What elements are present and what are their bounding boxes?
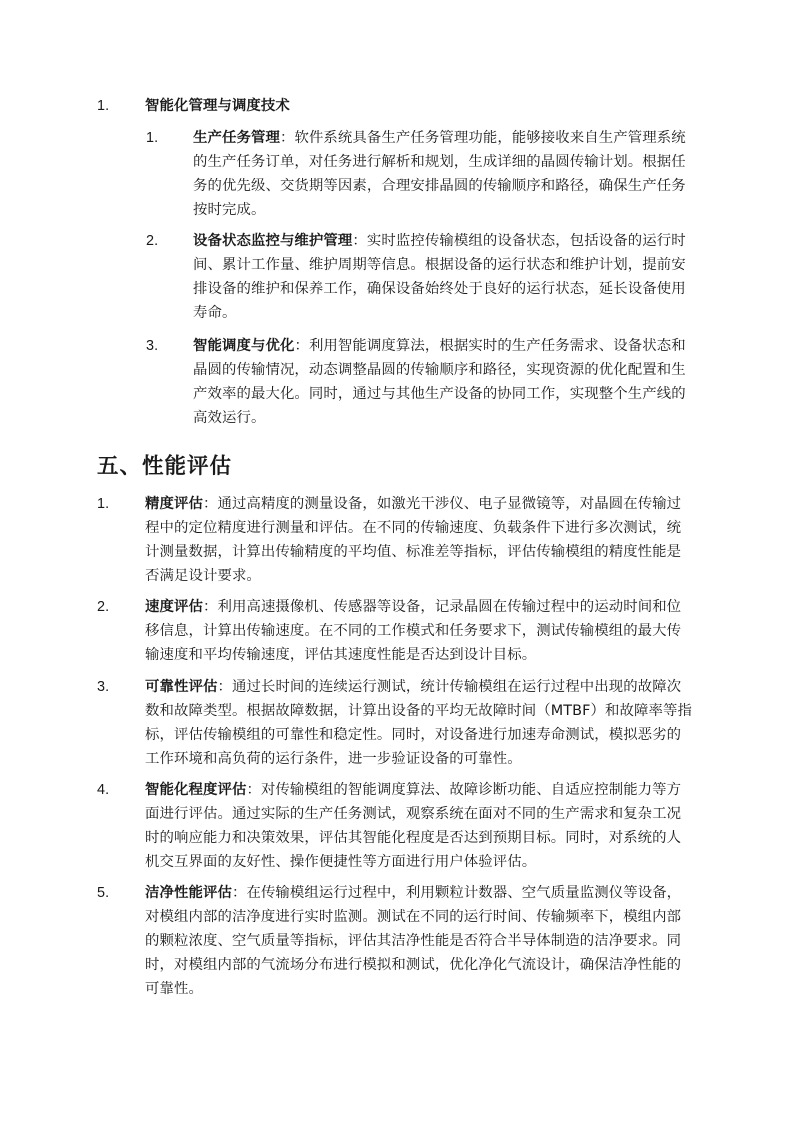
text-line: 在传输模组运行过程中，利用颗粒计数器、空气质量监测仪等设备，	[246, 885, 682, 901]
list-item-title: 速度评估	[145, 599, 203, 615]
title-separator: ：	[217, 679, 232, 695]
list-item-title: 可靠性评估	[145, 679, 218, 695]
text-line: 对传输模组的智能调度算法、故障诊断功能、自适应控制能力等方	[260, 782, 682, 798]
list-number: 1.	[146, 130, 159, 146]
text-line: 实时监控传输模组的设备状态，包括设备的运行时	[366, 233, 686, 249]
list-item-title: 生产任务管理	[193, 130, 280, 146]
text-line: 产效率的最大化。同时，通过与其他生产设备的协同工作，实现整个生产线的	[193, 386, 686, 402]
text-line: 机交互界面的友好性、操作便捷性等方面进行用户体验评估。	[145, 854, 537, 870]
text-line: 输速度和平均传输速度，评估其速度性能是否达到设计目标。	[145, 647, 537, 663]
list-item-title: 设备状态监控与维护管理	[193, 233, 353, 249]
text-line: 通过高精度的测量设备，如激光干涉仪、电子显微镜等，对晶圆在传输过	[217, 496, 682, 512]
list-item-title: 智能化程度评估	[145, 782, 247, 798]
text-line: 面进行评估。通过实际的生产任务测试，观察系统在面对不同的生产需求和复杂工况	[145, 806, 682, 822]
list-item-title: 智能调度与优化	[193, 338, 295, 354]
text-line: 排设备的维护和保养工作，确保设备始终处于良好的运行状态，延长设备使用	[193, 281, 686, 297]
text-line: 高效运行。	[193, 410, 266, 426]
list-number: 5.	[97, 885, 110, 901]
title-separator: ：	[294, 338, 309, 354]
text-line: 按时完成。	[193, 202, 266, 218]
title-separator: ：	[246, 782, 261, 798]
text-line: 利用高速摄像机、传感器等设备，记录晶圆在传输过程中的运动时间和位	[217, 599, 682, 615]
text-line: 移信息，计算出传输速度。在不同的工作模式和任务要求下，测试传输模组的最大传	[145, 623, 682, 639]
text-line: 否满足设计要求。	[145, 568, 261, 584]
text-line: 务的优先级、交货期等因素，合理安排晶圆的传输顺序和路径，确保生产任务	[193, 178, 686, 194]
list-number: 3.	[97, 679, 110, 695]
list-number: 4.	[97, 782, 110, 798]
text-line: 寿命。	[193, 305, 237, 321]
text-line: 对模组内部的洁净度进行实时监测。测试在不同的运行时间、传输频率下，模组内部	[145, 909, 682, 925]
text-line: 通过长时间的连续运行测试，统计传输模组在运行过程中出现的故障次	[231, 679, 682, 695]
title-separator: ：	[352, 233, 367, 249]
text-line: 的颗粒浓度、空气质量等指标，评估其洁净性能是否符合半导体制造的洁净要求。同	[145, 933, 682, 949]
text-line: 计测量数据，计算出传输精度的平均值、标准差等指标，评估传输模组的精度性能是	[145, 544, 682, 560]
list-number: 2.	[97, 599, 110, 615]
title-separator: ：	[202, 599, 218, 615]
list-item-title: 洁净性能评估	[145, 885, 232, 901]
text-line: 程中的定位精度进行测量和评估。在不同的传输速度、负载条件下进行多次测试，统	[145, 520, 682, 536]
list-item-title: 精度评估	[145, 496, 203, 512]
text-line: 晶圆的传输情况，动态调整晶圆的传输顺序和路径，实现资源的优化配置和生	[193, 362, 686, 378]
list-number: 1.	[97, 98, 110, 114]
text-line: 标，评估传输模组的可靠性和稳定性。同时，对设备进行加速寿命测试，模拟恶劣的	[145, 727, 682, 743]
text-line: 间、累计工作量、维护周期等信息。根据设备的运行状态和维护计划，提前安	[193, 257, 686, 273]
title-separator: ：	[231, 885, 247, 901]
text-line: 数和故障类型。根据故障数据，计算出设备的平均无故障时间（MTBF）和故障率等指	[145, 703, 692, 719]
text-line: 时，对模组内部的气流场分布进行模拟和测试，优化净化气流设计，确保洁净性能的	[145, 957, 682, 973]
section-heading: 五、性能评估	[97, 454, 233, 479]
title-separator: ：	[202, 496, 218, 512]
text-line: 可靠性。	[145, 981, 203, 997]
list-number: 1.	[97, 496, 110, 512]
text-line: 工作环境和高负荷的运行条件，进一步验证设备的可靠性。	[145, 751, 522, 767]
list-number: 2.	[146, 233, 159, 249]
list-number: 3.	[146, 338, 159, 354]
text-line: 利用智能调度算法，根据实时的生产任务需求、设备状态和	[308, 338, 686, 354]
text-line: 的生产任务订单，对任务进行解析和规划，生成详细的晶圆传输计划。根据任	[193, 154, 686, 170]
text-line: 时的响应能力和决策效果，评估其智能化程度是否达到预期目标。同时，对系统的人	[145, 830, 682, 846]
list-item-title: 智能化管理与调度技术	[145, 98, 290, 114]
title-separator: ：	[279, 130, 295, 146]
text-line: 软件系统具备生产任务管理功能，能够接收来自生产管理系统	[294, 130, 686, 146]
